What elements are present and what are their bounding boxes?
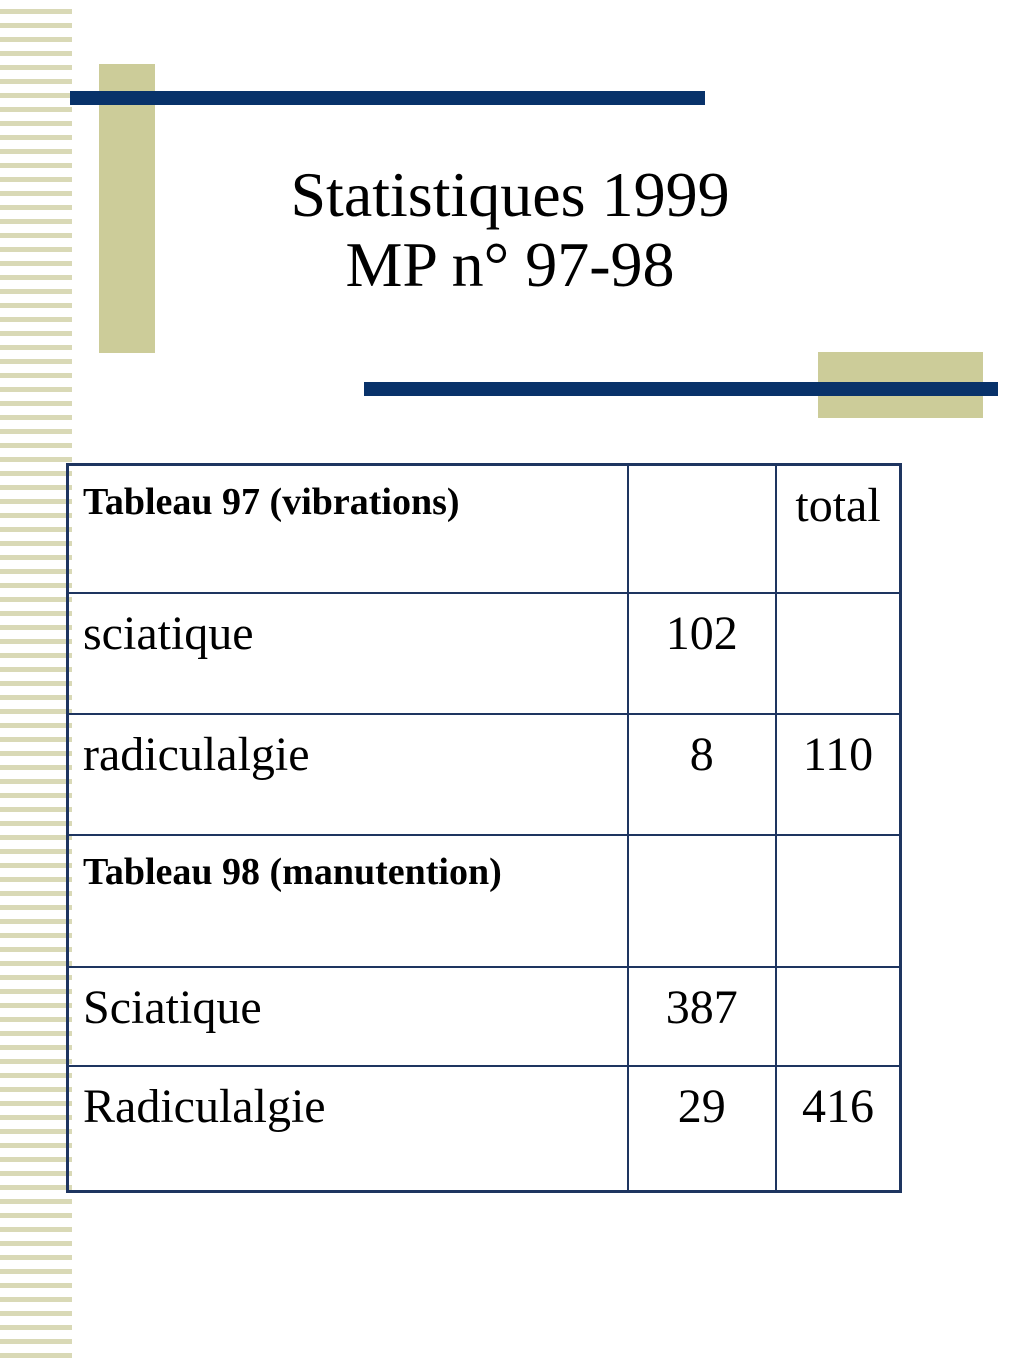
table-cell-label: Radiculalgie bbox=[68, 1066, 628, 1192]
title-line-2: MP n° 97-98 bbox=[345, 229, 675, 300]
table-cell-total: 110 bbox=[776, 714, 900, 835]
vertical-accent-bar bbox=[99, 64, 155, 353]
table-cell-label: Tableau 97 (vibrations) bbox=[68, 465, 628, 593]
striped-side-decoration bbox=[0, 0, 72, 1365]
table-cell-value: 29 bbox=[628, 1066, 777, 1192]
table-cell-label: Sciatique bbox=[68, 967, 628, 1066]
title-line-1: Statistiques 1999 bbox=[290, 159, 730, 230]
table-row bbox=[68, 1066, 901, 1192]
table-cell-value: 102 bbox=[628, 593, 777, 714]
table-row bbox=[68, 593, 901, 714]
slide-title bbox=[150, 160, 870, 300]
bottom-rule bbox=[364, 382, 998, 396]
table-row bbox=[68, 967, 901, 1066]
table-cell-label: sciatique bbox=[68, 593, 628, 714]
top-rule bbox=[70, 91, 705, 105]
table-cell-total: 416 bbox=[776, 1066, 900, 1192]
table-header-row-97 bbox=[68, 465, 901, 593]
table-row bbox=[68, 714, 901, 835]
table-cell-total bbox=[776, 593, 900, 714]
table-cell-value: 387 bbox=[628, 967, 777, 1066]
table-header-row-98 bbox=[68, 835, 901, 967]
table-cell-total: total bbox=[776, 465, 900, 593]
table-cell-label: radiculalgie bbox=[68, 714, 628, 835]
table-cell-total bbox=[776, 835, 900, 967]
table-cell-value: 8 bbox=[628, 714, 777, 835]
table-cell-value bbox=[628, 835, 777, 967]
statistics-table bbox=[66, 463, 902, 1193]
table-cell-label: Tableau 98 (manutention) bbox=[68, 835, 628, 967]
table-cell-total bbox=[776, 967, 900, 1066]
table-cell-value bbox=[628, 465, 777, 593]
